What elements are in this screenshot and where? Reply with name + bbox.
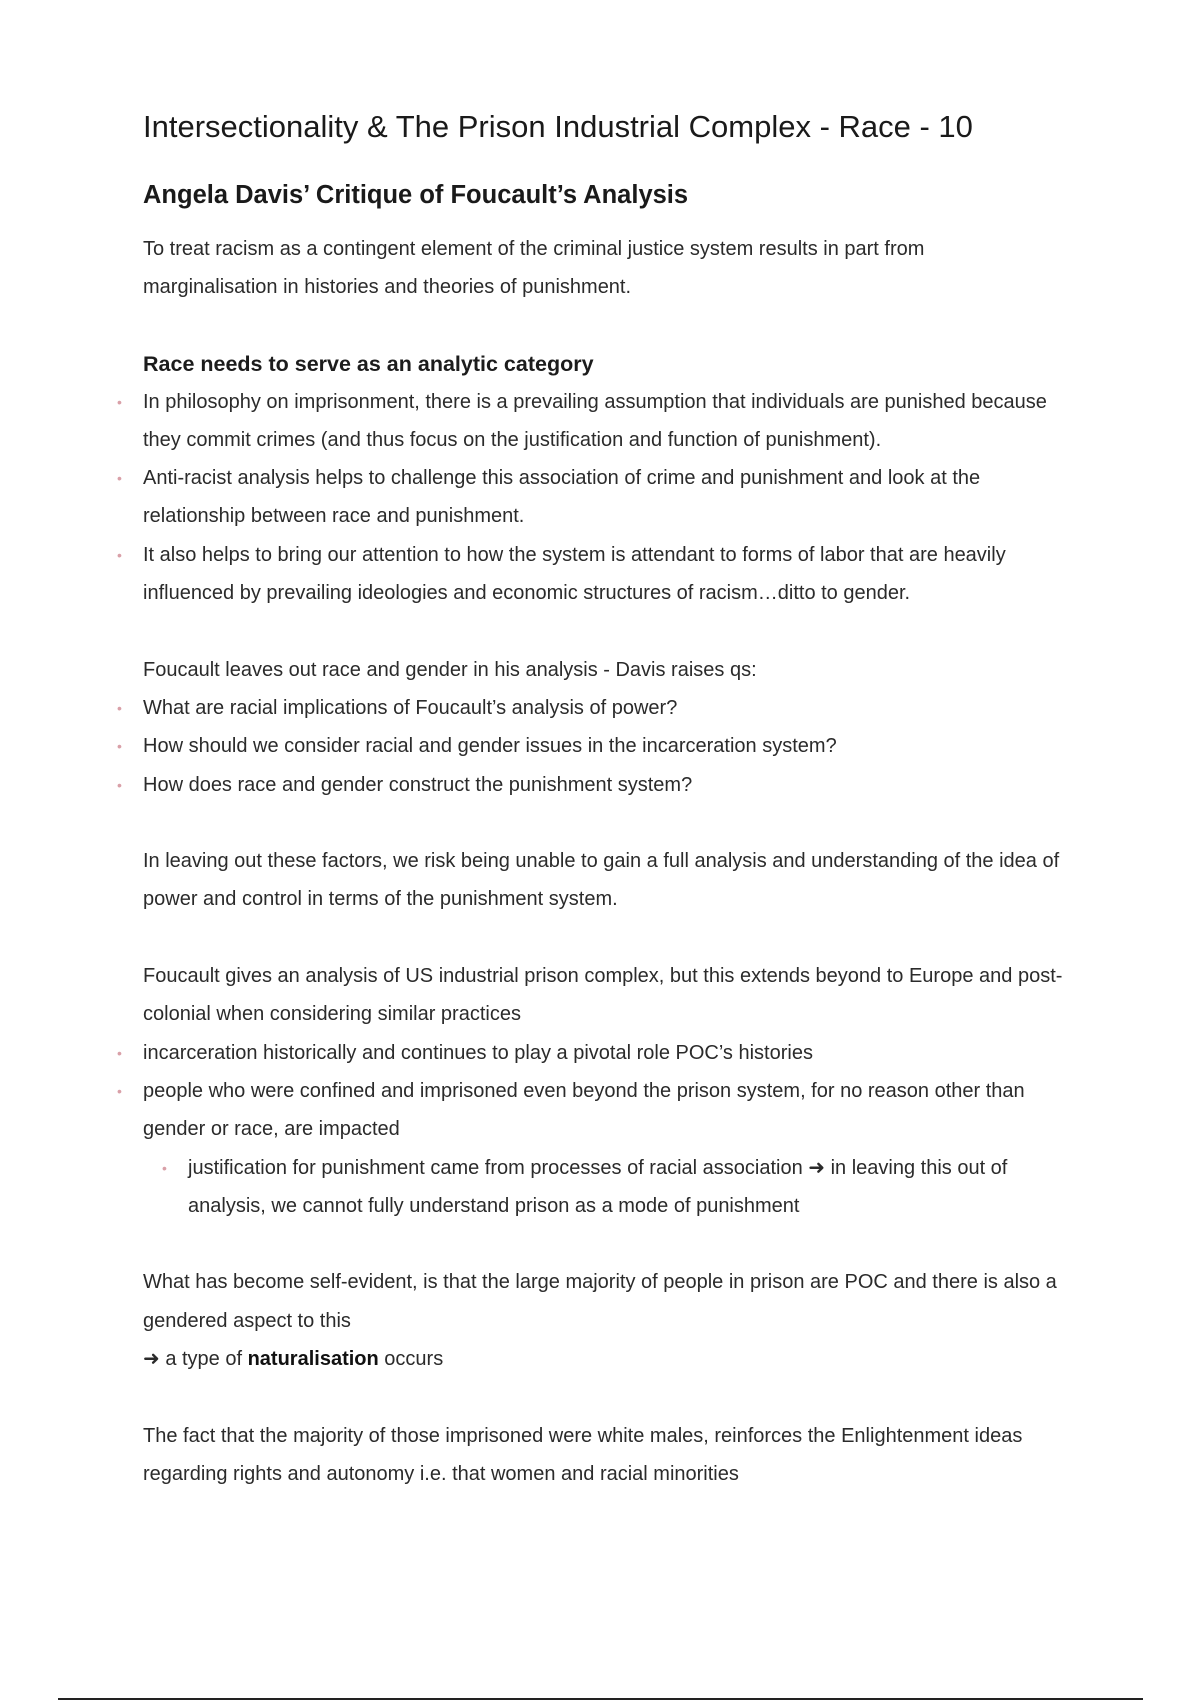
list-item: • Anti-racist analysis helps to challenge this association of crime and punishment and look at the relationship between race and punishment. — [143, 459, 1063, 536]
naturalisation-prefix: ➜ a type of — [143, 1348, 248, 1371]
list-item: • How does race and gender construct the punishment system? — [143, 766, 1063, 804]
list-item: • How should we consider racial and gender issues in the incarceration system? — [143, 727, 1063, 765]
list-item-text: people who were confined and imprisoned even beyond the prison system, for no reason other than gender or race, are impacted — [143, 1079, 1025, 1141]
document-body — [143, 230, 1063, 1493]
intro-paragraph: To treat racism as a contingent element of the criminal justice system results in part from marginalisation in histories and theories of punishment. — [143, 238, 925, 299]
list-item: • It also helps to bring our attention to how the system is attendant to forms of labor that are heavily influenced by prevailing ideologies and economic structures of racism…ditto to gender. — [143, 536, 1063, 613]
list-item: • justification for punishment came from processes of racial association ➜ in leaving this out of analysis, we cannot fully understand prison as a mode of punishment — [188, 1149, 1063, 1226]
nested-bullet-list — [143, 1149, 1063, 1226]
naturalisation-line — [143, 1340, 1063, 1378]
list-item: • In philosophy on imprisonment, there is a prevailing assumption that individuals are punished because they commit crimes (and thus focus on the justification and function of punishment). — [143, 383, 1063, 460]
subsection-heading: Race needs to serve as an analytic category — [143, 351, 594, 376]
list-item: • incarceration historically and continues to play a pivotal role POC’s histories — [143, 1034, 1063, 1072]
list-item: • What are racial implications of Foucault’s analysis of power? — [143, 689, 1063, 727]
leaving-out-paragraph: In leaving out these factors, we risk being unable to gain a full analysis and understanding of the idea of power and control in terms of the punishment system. — [143, 850, 1060, 911]
section-heading: Angela Davis’ Critique of Foucault’s Analysis — [143, 181, 689, 209]
final-paragraph: The fact that the majority of those imprisoned were white males, reinforces the Enlightenment ideas regarding rights and autonomy i.e. that women and racial minorities — [143, 1424, 1023, 1485]
foucault-intro-paragraph: Foucault leaves out race and gender in his analysis - Davis raises qs: — [143, 658, 757, 681]
naturalisation-suffix: occurs — [378, 1348, 444, 1371]
page-title: Intersectionality & The Prison Industrial Complex - Race - 10 — [143, 109, 973, 144]
document-page — [143, 100, 1063, 1493]
us-analysis-paragraph: Foucault gives an analysis of US industrial prison complex, but this extends beyond to Europe and post-colonial when considering similar practices — [143, 965, 1063, 1026]
naturalisation-term: naturalisation — [247, 1348, 379, 1371]
list-item — [143, 1072, 1063, 1225]
questions-list — [143, 689, 1063, 804]
self-evident-paragraph: What has become self-evident, is that the large majority of people in prison are POC and there is also a gendered aspect to this — [143, 1271, 1057, 1332]
us-bullet-list — [143, 1034, 1063, 1225]
race-bullet-list — [143, 383, 1063, 613]
